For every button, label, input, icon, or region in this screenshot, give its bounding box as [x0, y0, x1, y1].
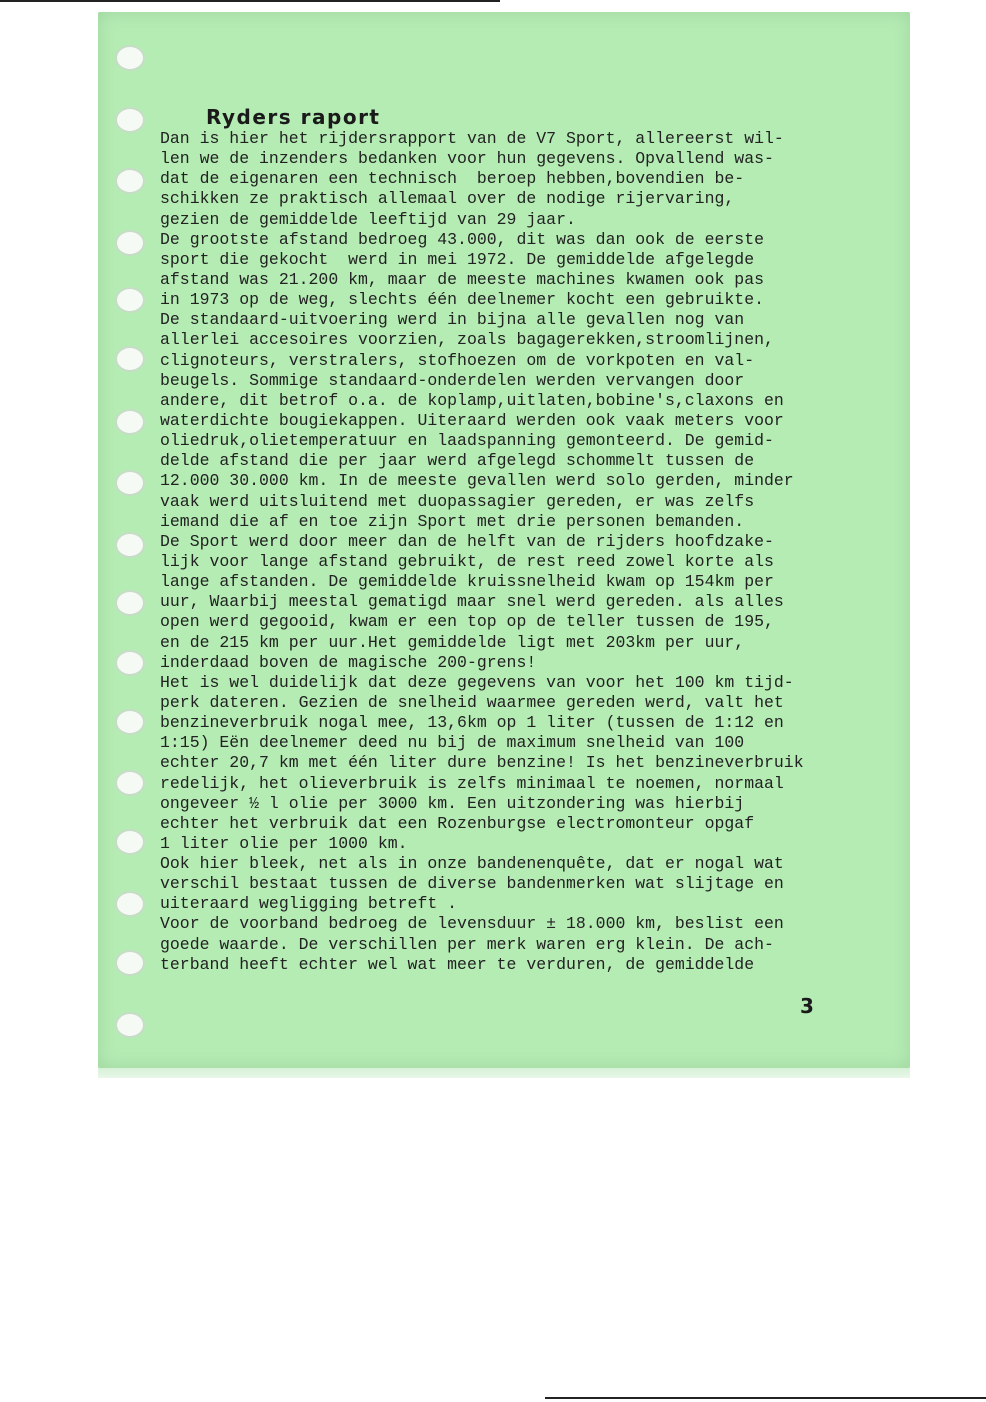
- text-line: terband heeft echter wel wat meer te verduren, de gemiddelde: [160, 954, 755, 974]
- text-line: afstand was 21.200 km, maar de meeste machines kwamen ook pas: [160, 269, 764, 289]
- binder-hole: [115, 45, 145, 71]
- text-line: 12.000 30.000 km. In de meeste gevallen werd solo gerden, minder: [160, 471, 794, 491]
- binder-hole: [115, 107, 145, 133]
- text-line: Voor de voorband bedroeg de levensduur ± 18.000 km, beslist een: [160, 914, 784, 934]
- text-line: waterdichte bougiekappen. Uiteraard werden ook vaak meters voor: [160, 410, 784, 430]
- text-line: andere, dit betrof o.a. de koplamp,uitlaten,bobine's,claxons en: [160, 390, 784, 410]
- text-line: uur, Waarbij meestal gematigd maar snel werd gereden. als alles: [160, 592, 784, 612]
- binder-hole: [115, 168, 145, 194]
- text-line: verschil bestaat tussen de diverse bandenmerken wat slijtage en: [160, 874, 784, 894]
- text-line: redelijk, het olieverbruik is zelfs minimaal te noemen, normaal: [160, 773, 784, 793]
- binder-hole: [115, 230, 145, 256]
- text-line: en de 215 km per uur.Het gemiddelde ligt met 203km per uur,: [160, 632, 745, 652]
- text-line: De grootste afstand bedroeg 43.000, dit was dan ook de eerste: [160, 229, 764, 249]
- text-line: De standaard-uitvoering werd in bijna alle gevallen nog van: [160, 310, 745, 330]
- top-scan-rule: [0, 0, 500, 2]
- text-line: 1:15) Eën deelnemer deed nu bij de maximum snelheid van 100: [160, 733, 745, 753]
- binder-hole: [115, 950, 145, 976]
- binder-hole: [115, 1012, 145, 1038]
- text-line: ongeveer ½ l olie per 3000 km. Een uitzondering was hierbij: [160, 793, 745, 813]
- text-line: oliedruk,olietemperatuur en laadspanning gemonteerd. De gemid-: [160, 431, 774, 451]
- text-line: goede waarde. De verschillen per merk waren erg klein. De ach-: [160, 934, 774, 954]
- text-line: len we de inzenders bedanken voor hun gegevens. Opvallend was-: [160, 149, 774, 169]
- text-line: lijk voor lange afstand gebruikt, de rest reed zowel korte als: [160, 551, 774, 571]
- text-line: Ook hier bleek, net als in onze bandenenquête, dat er nogal wat: [160, 854, 784, 874]
- text-line: sport die gekocht werd in mei 1972. De gemiddelde afgelegde: [160, 249, 755, 269]
- article-title: Ryders raport: [206, 105, 381, 129]
- text-line: vaak werd uitsluitend met duopassagier gereden, er was zelfs: [160, 491, 755, 511]
- text-line: dat de eigenaren een technisch beroep hebben,bovendien be-: [160, 169, 745, 189]
- text-line: uiteraard wegligging betreft .: [160, 894, 458, 914]
- text-line: beugels. Sommige standaard-onderdelen werden vervangen door: [160, 370, 745, 390]
- binder-hole: [115, 770, 145, 796]
- text-line: open werd gegooid, kwam er een top op de teller tussen de 195,: [160, 612, 774, 632]
- text-line: iemand die af en toe zijn Sport met drie personen bemanden.: [160, 511, 745, 531]
- binder-hole: [115, 590, 145, 616]
- text-line: echter 20,7 km met één liter dure benzine! Is het benzineverbruik: [160, 753, 804, 773]
- binder-hole: [115, 829, 145, 855]
- text-line: delde afstand die per jaar werd afgelegd schommelt tussen de: [160, 451, 755, 471]
- article-body: [160, 129, 880, 975]
- text-line: gezien de gemiddelde leeftijd van 29 jaar.: [160, 209, 576, 229]
- text-line: De Sport werd door meer dan de helft van de rijders hoofdzake-: [160, 531, 774, 551]
- text-line: allerlei accesoires voorzien, zoals bagagerekken,stroomlijnen,: [160, 330, 774, 350]
- text-line: Het is wel duidelijk dat deze gegevens van voor het 100 km tijd-: [160, 672, 794, 692]
- page-number: 3: [800, 994, 814, 1018]
- text-line: schikken ze praktisch allemaal over de nodige rijervaring,: [160, 189, 735, 209]
- binder-hole: [115, 650, 145, 676]
- bottom-scan-rule: [545, 1397, 986, 1399]
- binder-hole: [115, 287, 145, 313]
- binder-hole: [115, 409, 145, 435]
- text-line: benzineverbruik nogal mee, 13,6km op 1 liter (tussen de 1:12 en: [160, 713, 784, 733]
- text-line: inderdaad boven de magische 200-grens!: [160, 652, 537, 672]
- binder-hole: [115, 709, 145, 735]
- text-line: Dan is hier het rijdersrapport van de V7 Sport, allereerst wil-: [160, 129, 784, 148]
- text-line: lange afstanden. De gemiddelde kruissnelheid kwam op 154km per: [160, 572, 774, 592]
- binder-hole: [115, 532, 145, 558]
- text-line: 1 liter olie per 1000 km.: [160, 833, 408, 853]
- text-line: in 1973 op de weg, slechts één deelnemer kocht een gebruikte.: [160, 290, 764, 310]
- text-line: clignoteurs, verstralers, stofhoezen om de vorkpoten en val-: [160, 350, 755, 370]
- binder-hole: [115, 346, 145, 372]
- text-line: echter het verbruik dat een Rozenburgse electromonteur opgaf: [160, 813, 755, 833]
- text-line: perk dateren. Gezien de snelheid waarmee gereden werd, valt het: [160, 692, 784, 712]
- binder-hole: [115, 891, 145, 917]
- binder-hole: [115, 470, 145, 496]
